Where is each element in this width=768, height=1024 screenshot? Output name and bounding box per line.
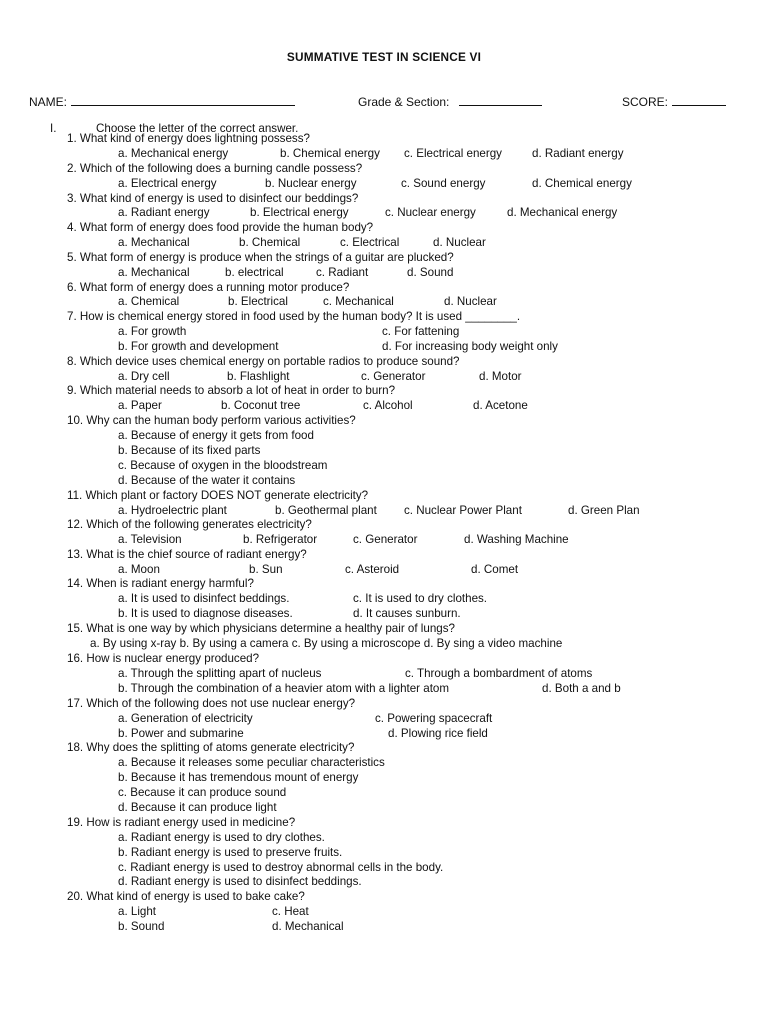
answer-choices [118, 607, 678, 621]
answer-option: d. Comet [471, 563, 519, 576]
answer-choices [118, 712, 678, 726]
score-label: SCORE: [622, 95, 669, 109]
answer-option: a. Mechanical [118, 236, 190, 249]
answer-choices [118, 177, 678, 191]
question-text: 2. Which of the following does a burning candle possess? [67, 162, 363, 175]
answer-option: c. Generator [353, 533, 418, 546]
answer-option: a. Television [118, 533, 182, 546]
answer-option: d. Washing Machine [464, 533, 569, 546]
answer-choices [118, 563, 678, 577]
answer-option: a. Electrical energy [118, 177, 217, 190]
answer-option: a. Mechanical [118, 266, 190, 279]
answer-choices [118, 147, 678, 161]
question-text: 1. What kind of energy does lightning possess? [67, 132, 310, 145]
answer-option: a. Dry cell [118, 370, 170, 383]
answer-choices [118, 592, 678, 606]
answer-option: c. Nuclear Power Plant [404, 504, 522, 517]
answer-option: d. Chemical energy [532, 177, 632, 190]
answer-choices [118, 370, 678, 384]
answer-option: b. Nuclear energy [265, 177, 357, 190]
answer-option: b. Geothermal plant [275, 504, 377, 517]
answer-option: a. Generation of electricity [118, 712, 253, 725]
answer-option: a. Through the splitting apart of nucleus [118, 667, 322, 680]
answer-choices: c. Because of oxygen in the bloodstream [118, 459, 328, 472]
question-text: 4. What form of energy does food provide the human body? [67, 221, 374, 234]
answer-choices: c. Radiant energy is used to destroy abnormal cells in the body. [118, 861, 444, 874]
name-field [29, 93, 295, 109]
answer-option: c. Heat [272, 905, 309, 918]
answer-option: c. Powering spacecraft [375, 712, 493, 725]
question-text: 10. Why can the human body perform various activities? [67, 414, 356, 427]
answer-choices: b. Because of its fixed parts [118, 444, 261, 457]
answer-option: d. Radiant energy [532, 147, 624, 160]
grade-section-blank [459, 93, 542, 106]
answer-option: c. Asteroid [345, 563, 400, 576]
answer-option: c. Mechanical [323, 295, 394, 308]
answer-option: b. Chemical energy [280, 147, 380, 160]
answer-option: d. Motor [479, 370, 522, 383]
answer-option: c. Electrical energy [404, 147, 502, 160]
answer-choices [118, 667, 678, 681]
name-blank [71, 93, 295, 106]
answer-option: b. It is used to diagnose diseases. [118, 607, 293, 620]
question-text: 14. When is radiant energy harmful? [67, 577, 254, 590]
question-text: 9. Which material needs to absorb a lot of heat in order to burn? [67, 384, 396, 397]
section-numeral: I. [50, 122, 57, 135]
answer-choices: d. Because it can produce light [118, 801, 277, 814]
answer-choices: a. Radiant energy is used to dry clothes. [118, 831, 325, 844]
answer-choices [118, 340, 678, 354]
question-text: 8. Which device uses chemical energy on portable radios to produce sound? [67, 355, 460, 368]
answer-option: b. Chemical [239, 236, 301, 249]
question-text: 11. Which plant or factory DOES NOT generate electricity? [67, 489, 369, 502]
answer-option: d. Mechanical energy [507, 206, 618, 219]
answer-option: d. Plowing rice field [388, 727, 488, 740]
answer-choices [118, 206, 678, 220]
answer-option: d. Acetone [473, 399, 528, 412]
answer-option: c. Nuclear energy [385, 206, 476, 219]
question-text: 15. What is one way by which physicians determine a healthy pair of lungs? [67, 622, 455, 635]
answer-choices [118, 533, 678, 547]
score-blank [672, 93, 726, 106]
answer-choices [118, 266, 678, 280]
question-text: 17. Which of the following does not use nuclear energy? [67, 697, 356, 710]
answer-choices: b. Because it has tremendous mount of energy [118, 771, 359, 784]
question-text: 5. What form of energy is produce when the strings of a guitar are plucked? [67, 251, 454, 264]
answer-option: a. Light [118, 905, 157, 918]
answer-choices [118, 905, 678, 919]
question-text: 12. Which of the following generates electricity? [67, 518, 312, 531]
answer-option: a. It is used to disinfect beddings. [118, 592, 290, 605]
answer-option: c. Electrical [340, 236, 400, 249]
score-field [622, 93, 726, 109]
answer-choices [118, 399, 678, 413]
answer-choices: d. Radiant energy is used to disinfect beddings. [118, 875, 362, 888]
answer-option: a. Chemical [118, 295, 180, 308]
answer-option: c. It is used to dry clothes. [353, 592, 488, 605]
answer-choices: a. Because of energy it gets from food [118, 429, 314, 442]
answer-option: d. Sound [407, 266, 454, 279]
question-text: 20. What kind of energy is used to bake cake? [67, 890, 305, 903]
answer-option: c. Generator [361, 370, 426, 383]
answer-option: a. Paper [118, 399, 162, 412]
question-text: 16. How is nuclear energy produced? [67, 652, 260, 665]
name-label: NAME: [29, 95, 68, 109]
answer-option: d. Green Plan [568, 504, 640, 517]
answer-choices [118, 325, 678, 339]
answer-option: d. For increasing body weight only [382, 340, 558, 353]
answer-choices: b. Radiant energy is used to preserve fruits. [118, 846, 343, 859]
answer-option: b. Coconut tree [221, 399, 301, 412]
answer-option: c. Sound energy [401, 177, 486, 190]
grade-section-field [358, 93, 542, 109]
answer-option: a. Moon [118, 563, 160, 576]
answer-option: b. Electrical energy [250, 206, 349, 219]
answer-option: b. Electrical [228, 295, 288, 308]
answer-choices [118, 504, 678, 518]
answer-option: b. Sound [118, 920, 165, 933]
answer-option: a. Radiant energy [118, 206, 210, 219]
question-text: 13. What is the chief source of radiant energy? [67, 548, 307, 561]
answer-choices: a. By using x-ray b. By using a camera c. By using a microscope d. By sing a video machine [90, 637, 563, 650]
answer-option: d. Nuclear [444, 295, 497, 308]
answer-choices [118, 295, 678, 309]
answer-option: c. Alcohol [363, 399, 413, 412]
question-text: 3. What kind of energy is used to disinfect our beddings? [67, 192, 359, 205]
question-text: 7. How is chemical energy stored in food used by the human body? It is used ________. [67, 310, 521, 323]
answer-option: b. Through the combination of a heavier atom with a lighter atom [118, 682, 450, 695]
question-text: 19. How is radiant energy used in medicine? [67, 816, 296, 829]
answer-option: c. Radiant [316, 266, 369, 279]
grade-section-label: Grade & Section: [358, 95, 450, 109]
answer-option: a. Hydroelectric plant [118, 504, 227, 517]
answer-option: c. For fattening [382, 325, 460, 338]
answer-option: b. For growth and development [118, 340, 279, 353]
answer-choices [118, 727, 678, 741]
answer-option: b. Refrigerator [243, 533, 318, 546]
answer-option: d. Mechanical [272, 920, 344, 933]
question-text: 6. What form of energy does a running motor produce? [67, 281, 350, 294]
page-title: SUMMATIVE TEST IN SCIENCE VI [286, 50, 482, 64]
section-instruction: Choose the letter of the correct answer. [96, 122, 299, 135]
answer-option: b. Sun [249, 563, 283, 576]
answer-choices: d. Because of the water it contains [118, 474, 296, 487]
answer-choices [118, 682, 678, 696]
answer-option: c. Through a bombardment of atoms [405, 667, 593, 680]
answer-choices [118, 920, 678, 934]
answer-choices: a. Because it releases some peculiar characteristics [118, 756, 385, 769]
answer-option: a. Mechanical energy [118, 147, 229, 160]
question-text: 18. Why does the splitting of atoms generate electricity? [67, 741, 355, 754]
answer-option: d. It causes sunburn. [353, 607, 461, 620]
answer-option: d. Nuclear [433, 236, 486, 249]
answer-option: a. For growth [118, 325, 187, 338]
answer-option: b. electrical [225, 266, 284, 279]
answer-option: b. Flashlight [227, 370, 290, 383]
answer-option: b. Power and submarine [118, 727, 244, 740]
answer-choices [118, 236, 678, 250]
answer-option: d. Both a and b [542, 682, 621, 695]
answer-choices: c. Because it can produce sound [118, 786, 287, 799]
